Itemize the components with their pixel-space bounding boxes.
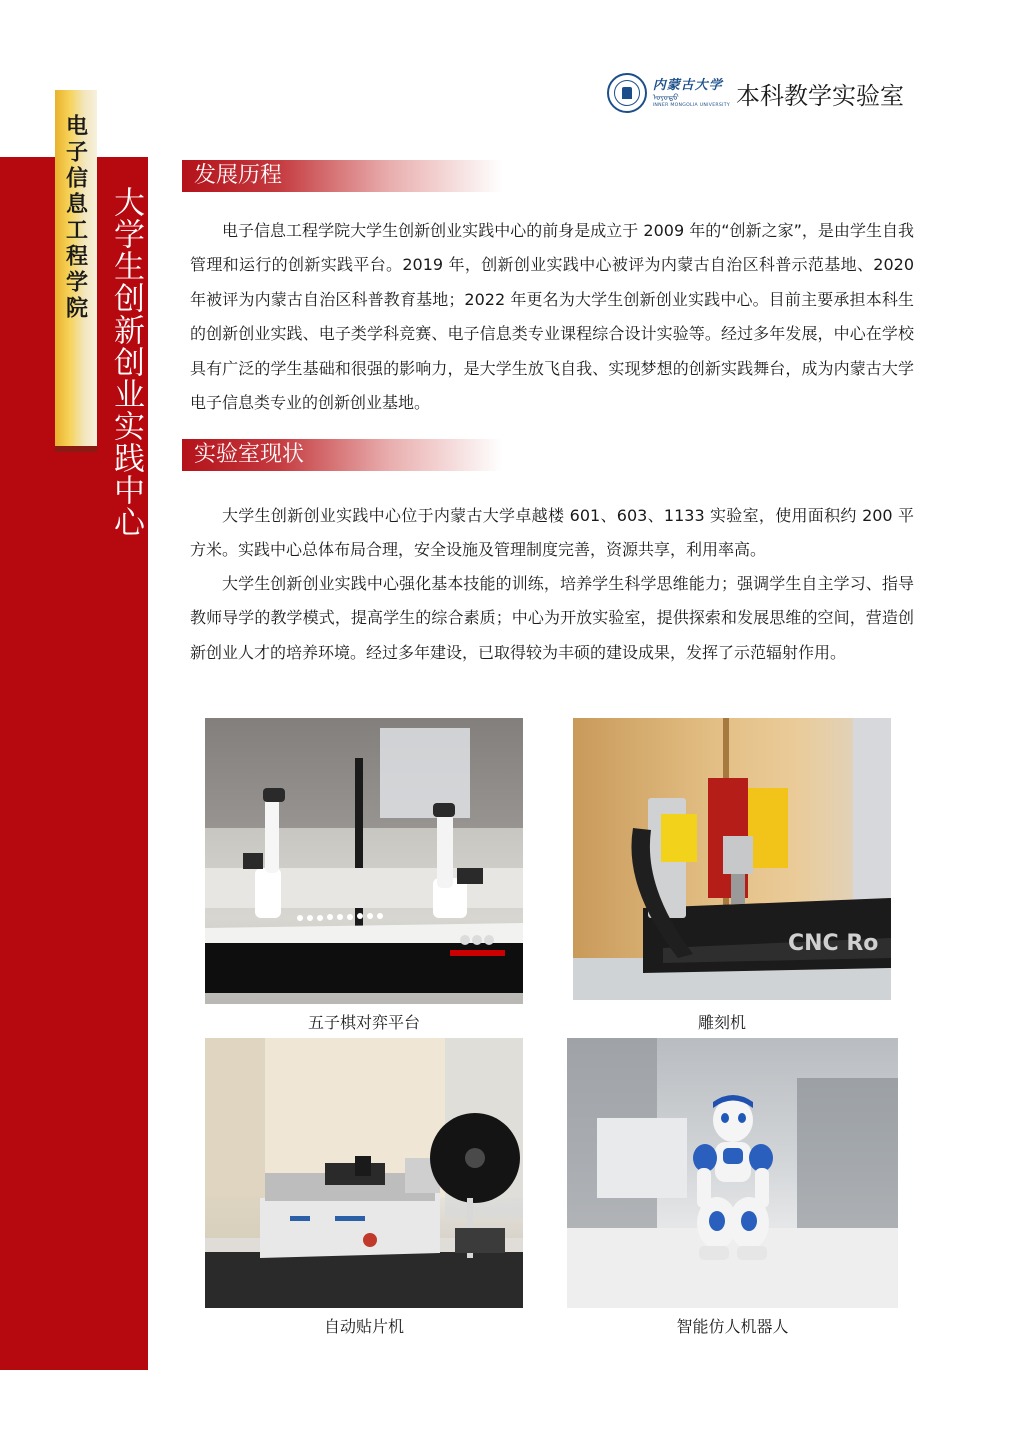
cnc-label: CNC Ro (788, 931, 879, 956)
caption-engraving: 雕刻机 (697, 1013, 746, 1032)
status-paragraph-2: 大学生创新创业实践中心强化基本技能的训练，培养学生科学思维能力；强调学生自主学习、指导教师导学的教学模式，提高学生的综合素质；中心为开放实验室，提供探索和发展思维的空间，营造创新创业人才的培养环境。经过多年建设，已取得较为丰硕的建设成果，发挥了示范辐射作用。 (190, 574, 914, 662)
center-name: 大学生创新创业实践中心 (108, 186, 144, 538)
logo-english: INNER MONGOLIA UNIVERSITY (652, 102, 730, 108)
caption-pick-and-place: 自动贴片机 (323, 1317, 404, 1336)
engraving-machine-illustration (573, 718, 891, 1000)
logo-mongolian: ᠣᠶᠣᠲᠤ (652, 92, 679, 102)
college-name: 电子信息工程学院 (62, 114, 89, 322)
photo-pick-and-place (205, 1038, 523, 1308)
humanoid-robot-illustration (567, 1038, 898, 1308)
section-heading-status: 实验室现状 (182, 439, 502, 471)
logo-chinese: 内蒙古大学 (652, 77, 723, 93)
status-paragraph-1: 大学生创新创业实践中心位于内蒙古大学卓越楼 601、603、1133 实验室，使用面积约 200 平方米。实践中心总体布局合理，安全设施及管理制度完善，资源共享，利用率高。 (190, 506, 914, 560)
header-title: 本科教学实验室 (736, 81, 904, 110)
page-header (607, 70, 904, 116)
caption-humanoid-robot: 智能仿人机器人 (676, 1317, 789, 1336)
university-logo (653, 78, 730, 109)
section-heading-history: 发展历程 (182, 160, 502, 192)
university-emblem-icon (607, 73, 647, 113)
photo-gomoku-platform (205, 718, 523, 1004)
caption-gomoku: 五子棋对弈平台 (307, 1013, 420, 1032)
photo-humanoid-robot (567, 1038, 898, 1308)
college-tab (55, 90, 97, 452)
photo-engraving-machine (573, 718, 891, 1000)
pick-and-place-illustration (205, 1038, 523, 1308)
history-paragraph: 电子信息工程学院大学生创新创业实践中心的前身是成立于 2009 年的“创新之家”，是由学生自我管理和运行的创新实践平台。2019 年，创新创业实践中心被评为内蒙古自治区科普示范基地、2020 年被评为内蒙古自治区科普教育基地；2022 年更名为大学生创新创业实践中心。目前主要承担本科生的创新创业实践、电子类学科竞赛、电子信息类专业课程综合设计实验等。经过多年发展，中心在学校具有广泛的学生基础和很强的影响力，是大学生放飞自我、实现梦想的创新实践舞台，成为内蒙古大学电子信息类专业的创新创业基地。 (190, 221, 914, 413)
gomoku-platform-illustration (205, 718, 523, 1004)
